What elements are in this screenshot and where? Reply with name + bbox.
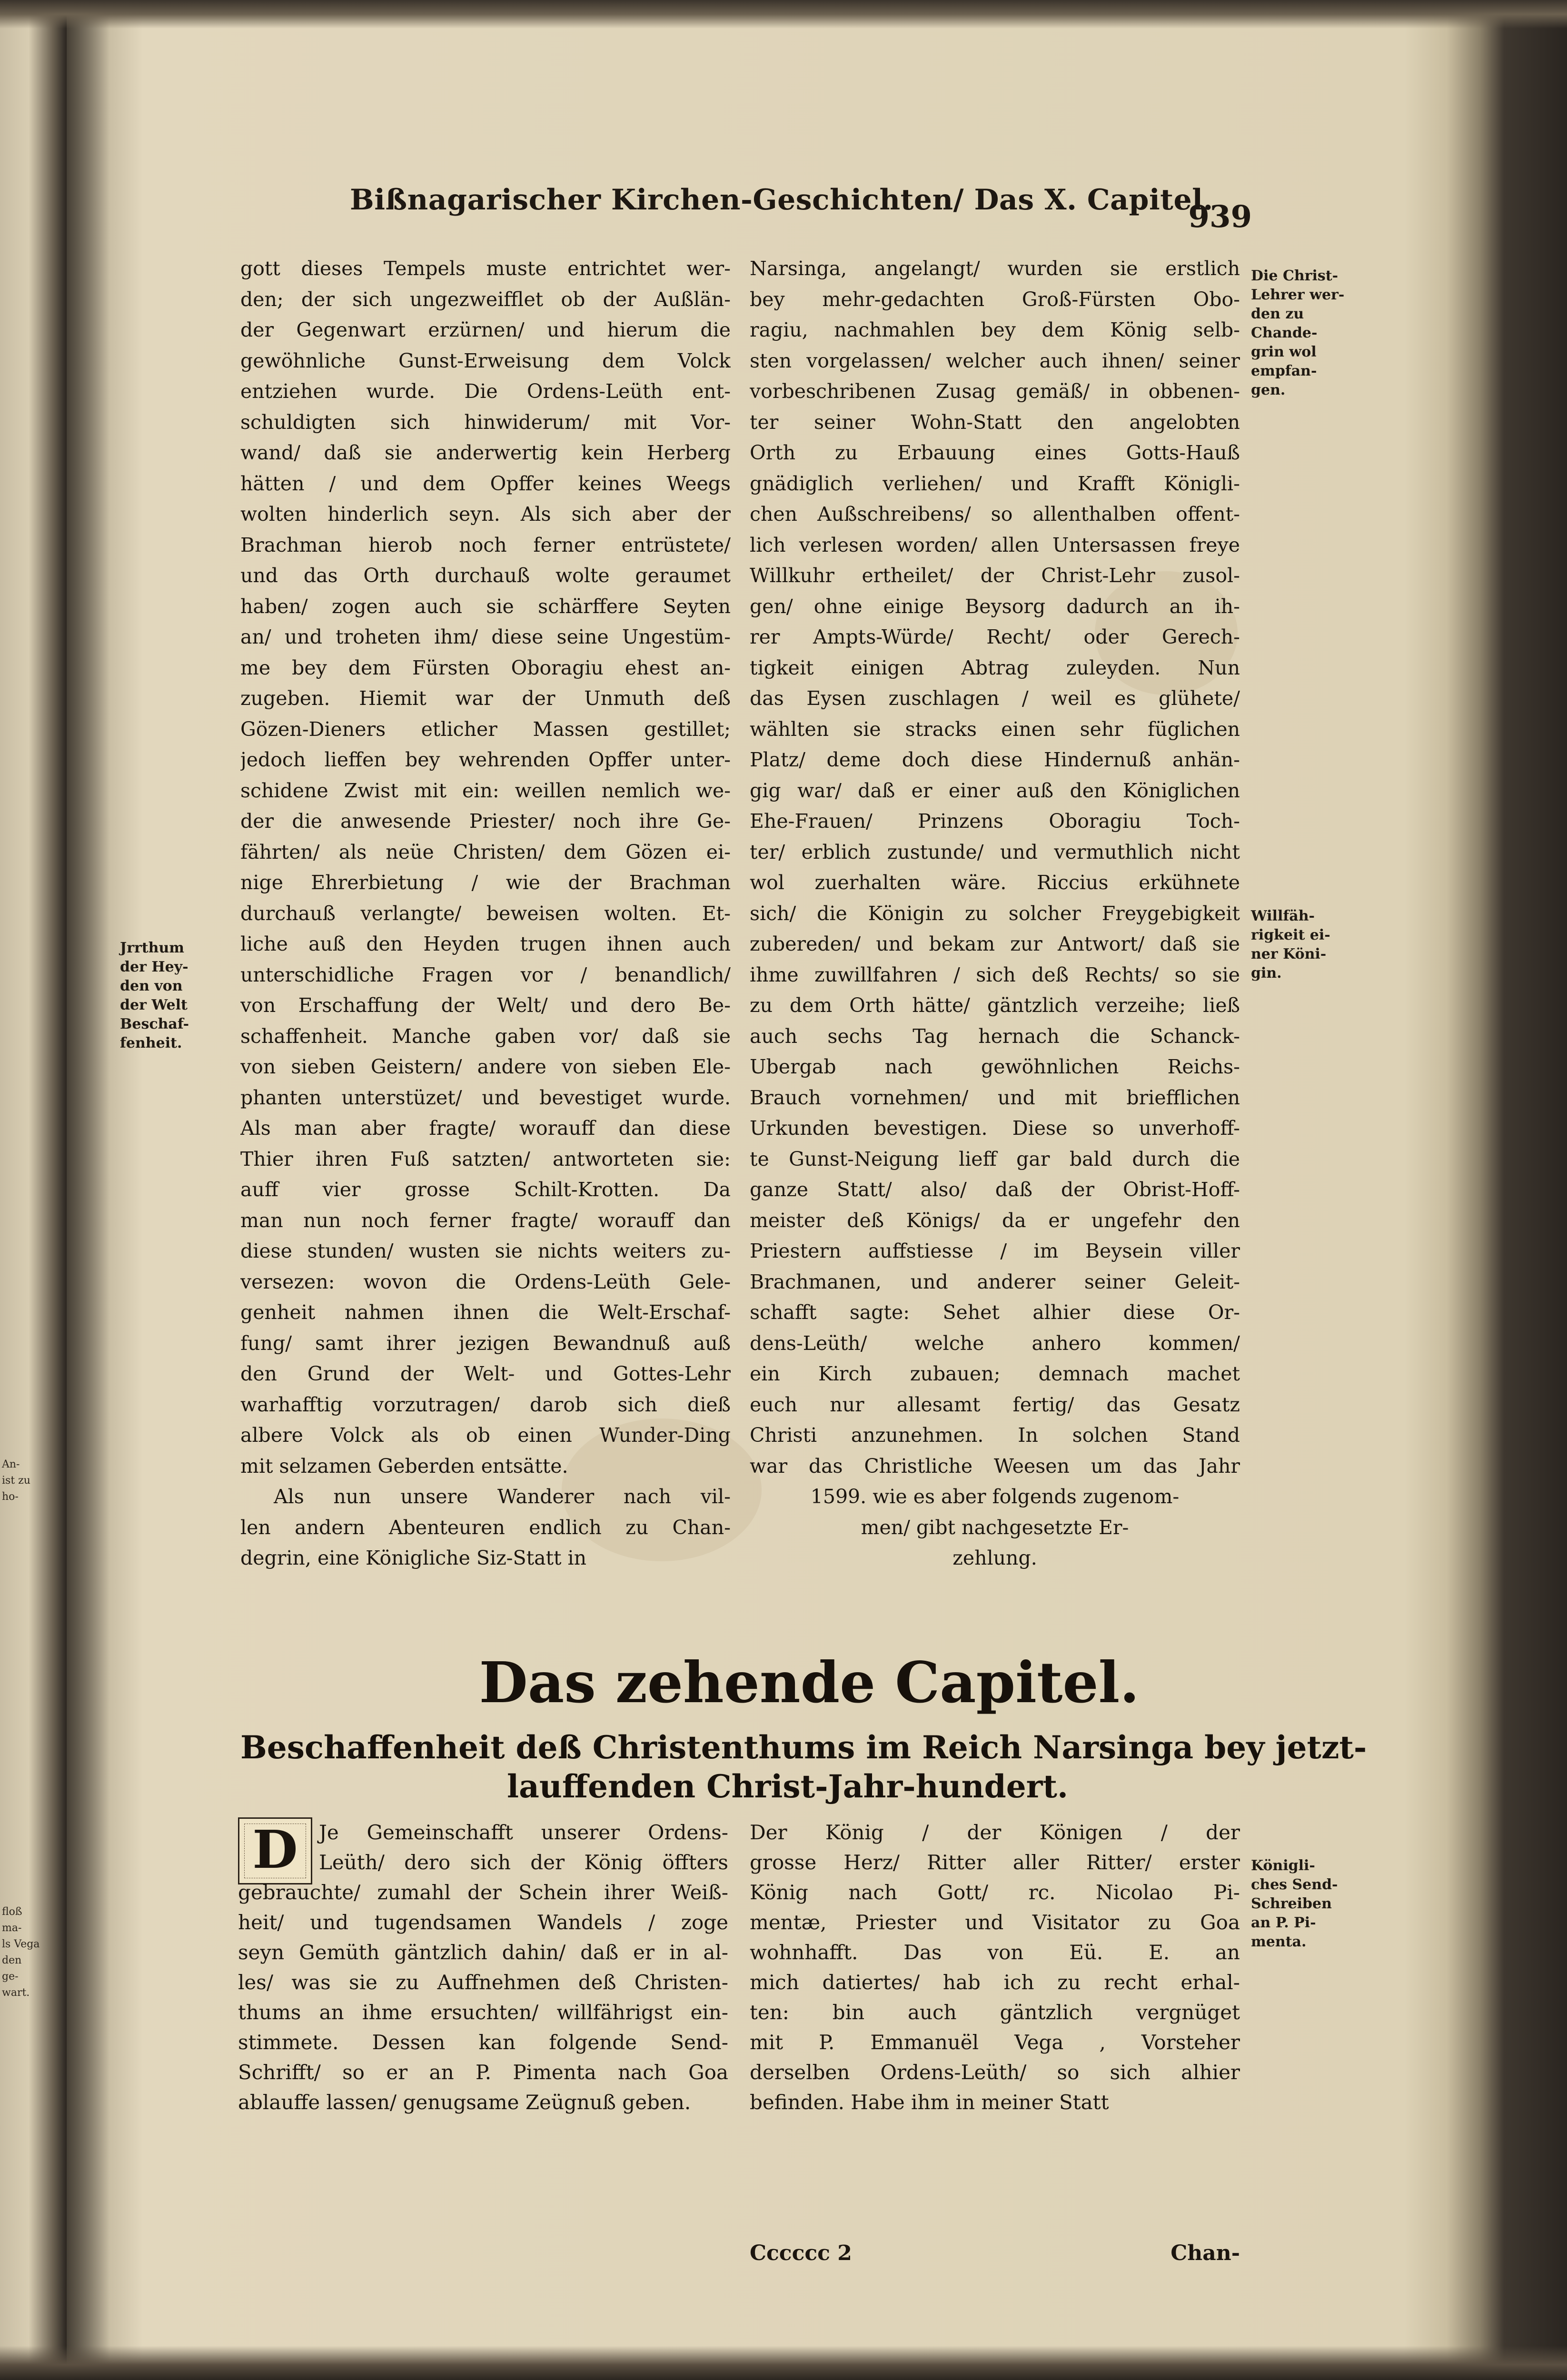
margin-note-line: der Welt — [120, 997, 188, 1013]
decorated-initial: D — [238, 1817, 312, 1884]
text-line: wolten hinderlich seyn. Als sich aber der — [240, 503, 731, 526]
page-number: 939 — [1188, 199, 1252, 235]
text-line: me bey dem Fürsten Oboragiu ehest an- — [240, 656, 731, 679]
text-line: zehlung. — [952, 1547, 1037, 1569]
text-line: sich/ die Königin zu solcher Freygebigkeit — [750, 902, 1240, 925]
text-line: befinden. Habe ihm in meiner Statt — [750, 2091, 1109, 2114]
text-line: derselben Ordens-Leüth/ so sich alhier — [750, 2061, 1240, 2084]
text-line: das Eysen zuschlagen / weil es glühete/ — [750, 687, 1240, 710]
text-line: den; der sich ungezweifflet ob der Außlän- — [240, 288, 731, 311]
text-line: durchauß verlangte/ beweisen wolten. Et- — [240, 902, 731, 925]
text-line: gott dieses Tempels muste entrichtet wer- — [240, 257, 731, 280]
text-line: warhafftig vorzutragen/ darob sich dieß — [240, 1393, 731, 1416]
text-line: ablauffe lassen/ genugsame Zeügnuß geben. — [238, 2091, 691, 2114]
margin-note-line: gin. — [1251, 965, 1282, 982]
text-line: zugeben. Hiemit war der Unmuth deß — [240, 687, 731, 710]
text-line: nige Ehrerbietung / wie der Brachman — [240, 871, 731, 894]
text-line: genheit nahmen ihnen die Welt-Erschaf- — [240, 1301, 731, 1324]
section1-left-column — [240, 253, 731, 1574]
text-line: und das Orth durchauß wolte geraumet — [240, 564, 731, 587]
text-line: auff vier grosse Schilt-Krotten. Da — [240, 1178, 731, 1201]
text-line: Willkuhr ertheilet/ der Christ-Lehr zusol- — [750, 564, 1240, 587]
margin-note-line: Beschaf- — [120, 1016, 189, 1032]
text-line: hätten / und dem Opffer keines Weegs — [240, 472, 731, 495]
text-line: gen/ ohne einige Beysorg dadurch an ih- — [750, 595, 1240, 618]
text-line: zubereden/ und bekam zur Antwort/ daß sie — [750, 932, 1240, 955]
margin-note-line: Lehrer wer- — [1251, 287, 1345, 303]
margin-note-right-top — [1251, 267, 1365, 400]
text-line: gebrauchte/ zumahl der Schein ihrer Weiß- — [238, 1881, 728, 1904]
text-line: Thier ihren Fuß satzten/ antworteten sie: — [240, 1147, 731, 1170]
fragment-line: ist zu — [2, 1475, 30, 1487]
text-line: Priestern auffstiesse / im Beysein viller — [750, 1240, 1240, 1262]
text-line: ter/ erblich zustunde/ und vermuthlich nicht — [750, 840, 1240, 863]
text-line: liche auß den Heyden trugen ihnen auch — [240, 932, 731, 955]
text-line: haben/ zogen auch sie schärffere Seyten — [240, 595, 731, 618]
text-line: phanten unterstüzet/ und bevestiget wurde. — [240, 1086, 731, 1109]
margin-note-line: rigkeit ei- — [1251, 927, 1330, 943]
text-line: der die anwesende Priester/ noch ihre Ge- — [240, 810, 731, 833]
text-line: auch sechs Tag hernach die Schanck- — [750, 1024, 1240, 1048]
signature-mark: Cccccc 2 — [750, 2241, 852, 2265]
text-line: unterschidliche Fragen vor / benandlich/ — [240, 963, 731, 986]
chapter-summary — [240, 1728, 1367, 1806]
text-line: der Gegenwart erzürnen/ und hierum die — [240, 318, 731, 341]
text-line: len andern Abenteuren endlich zu Chan- — [240, 1516, 731, 1539]
margin-note-line: fenheit. — [120, 1035, 182, 1051]
text-line: lich verlesen worden/ allen Untersassen freye — [750, 533, 1240, 556]
text-line: 1599. wie es aber folgends zugenom- — [810, 1485, 1180, 1508]
section2-left-column — [238, 1817, 728, 2117]
fragment-line: ge- — [2, 1971, 19, 1983]
text-line: Brachman hierob noch ferner entrüstete/ — [240, 533, 731, 556]
text-line: wol zuerhalten wäre. Riccius erkühnete — [750, 871, 1240, 894]
text-line: Als nun unsere Wanderer nach vil- — [274, 1485, 731, 1508]
left-page-fragment — [2, 1904, 40, 2001]
margin-note-line: Schreiben — [1251, 1895, 1332, 1912]
text-line: heit/ und tugendsamen Wandels / zoge — [238, 1911, 728, 1934]
text-line: ein Kirch zubauen; demnach machet — [750, 1362, 1240, 1385]
text-line: Brauch vornehmen/ und mit briefflichen — [750, 1086, 1240, 1109]
text-line: Narsinga, angelangt/ wurden sie erstlich — [750, 257, 1240, 280]
fragment-line: ma- — [2, 1922, 22, 1934]
margin-note-line: menta. — [1251, 1934, 1307, 1950]
margin-note-line: an P. Pi- — [1251, 1914, 1316, 1931]
chapter-summary-line: Beschaffenheit deß Christenthums im Reich Narsinga bey jetzt- — [240, 1729, 1367, 1766]
text-line: ihme zuwillfahren / sich deß Rechts/ so sie — [750, 963, 1240, 986]
margin-note-line: gen. — [1251, 382, 1286, 398]
fragment-line: floß — [2, 1906, 22, 1918]
text-line: gig war/ daß er einer auß den Königlichen — [750, 779, 1240, 802]
text-line: ganze Statt/ also/ daß der Obrist-Hoff- — [750, 1178, 1240, 1201]
text-line: seyn Gemüth gäntzlich dahin/ daß er in al- — [238, 1941, 728, 1964]
text-line: chen Außschreibens/ so allenthalben offent- — [750, 503, 1240, 526]
text-line: diese stunden/ wusten sie nichts weiters zu- — [240, 1240, 731, 1262]
left-page-fragment — [2, 1457, 40, 1505]
text-line: versezen: wovon die Ordens-Leüth Gele- — [240, 1270, 731, 1293]
text-line: fung/ samt ihrer jezigen Bewandnuß auß — [240, 1331, 731, 1355]
text-line: ragiu, nachmahlen bey dem König selb- — [750, 318, 1240, 341]
margin-note-line: grin wol — [1251, 344, 1317, 360]
margin-note-line: den von — [120, 978, 183, 994]
text-line: meister deß Königs/ da er ungefehr den — [750, 1209, 1240, 1232]
text-line: von Erschaffung der Welt/ und dero Be- — [240, 994, 731, 1017]
text-line: men/ gibt nachgesetzte Er- — [861, 1516, 1129, 1539]
text-line: ter seiner Wohn-Statt den angelobten — [750, 410, 1240, 434]
text-line: von sieben Geistern/ andere von sieben Ele- — [240, 1055, 731, 1078]
margin-note-right-middle — [1251, 907, 1365, 983]
text-line: schidene Zwist mit ein: weillen nemlich we- — [240, 779, 731, 802]
text-line: bey mehr-gedachten Groß-Fürsten Obo- — [750, 288, 1240, 311]
text-line: Der König / der Königen / der — [750, 1821, 1240, 1844]
text-line: zu dem Orth hätte/ gäntzlich verzeihe; ließ — [750, 994, 1240, 1017]
text-line: jedoch lieffen bey wehrenden Opffer unter- — [240, 748, 731, 771]
text-line: Ehe-Frauen/ Prinzens Oboragiu Toch- — [750, 810, 1240, 833]
running-head: Bißnagarischer Kirchen-Geschichten/ Das X. Capitel. — [350, 183, 1213, 217]
margin-note-line: Chande- — [1251, 325, 1318, 341]
text-line: schafft sagte: Sehet alhier diese Or- — [750, 1301, 1240, 1324]
text-line: Christi anzunehmen. In solchen Stand — [750, 1424, 1240, 1447]
margin-note-line: Willfäh- — [1251, 908, 1315, 924]
text-line: euch nur allesamt fertig/ das Gesatz — [750, 1393, 1240, 1416]
text-line: tigkeit einigen Abtrag zuleyden. Nun — [750, 656, 1240, 679]
text-line: vorbeschribenen Zusag gemäß/ in obbenen- — [750, 380, 1240, 403]
text-line: schaffenheit. Manche gaben vor/ daß sie — [240, 1024, 731, 1048]
text-line: fährten/ als neüe Christen/ dem Gözen ei- — [240, 840, 731, 863]
top-edge-shadow — [0, 0, 1567, 29]
text-line: Schrifft/ so er an P. Pimenta nach Goa — [238, 2061, 728, 2084]
text-line: rer Ampts-Würde/ Recht/ oder Gerech- — [750, 625, 1240, 648]
gutter-shadow — [67, 0, 109, 2380]
margin-note-line: der Hey- — [120, 959, 188, 975]
text-line: dens-Leüth/ welche anhero kommen/ — [750, 1331, 1240, 1355]
text-line: Urkunden bevestigen. Diese so unverhoff- — [750, 1117, 1240, 1140]
text-line: gnädiglich verliehen/ und Krafft Königli- — [750, 472, 1240, 495]
margin-note-line: Jrrthum — [120, 940, 185, 956]
text-line: sten vorgelassen/ welcher auch ihnen/ seiner — [750, 349, 1240, 372]
text-line: mit P. Emmanuël Vega , Vorsteher — [750, 2031, 1240, 2054]
text-line: thums an ihme ersuchten/ willfährigst ein- — [238, 2001, 728, 2024]
text-line: Je Gemeinschafft unserer Ordens- — [319, 1821, 728, 1844]
text-line: wohnhafft. Das von Eü. E. an — [750, 1941, 1240, 1964]
text-line: mentæ, Priester und Visitator zu Goa — [750, 1911, 1240, 1934]
text-line: mit selzamen Geberden entsätte. — [240, 1454, 568, 1478]
fragment-line: ho- — [2, 1491, 19, 1503]
margin-note-line: Die Christ- — [1251, 268, 1339, 284]
margin-note-line: ches Send- — [1251, 1876, 1338, 1893]
chapter-summary-line: lauffenden Christ-Jahr-hundert. — [507, 1768, 1068, 1805]
text-line: stimmete. Dessen kan folgende Send- — [238, 2031, 728, 2054]
text-line: wählten sie stracks einen sehr füglichen — [750, 717, 1240, 741]
fragment-line: den — [2, 1954, 22, 1966]
text-line: Orth zu Erbauung eines Gotts-Hauß — [750, 441, 1240, 464]
margin-note-right-bottom — [1251, 1856, 1365, 1952]
fragment-line: ls Vega — [2, 1938, 40, 1950]
text-line: Platz/ deme doch diese Hindernuß anhän- — [750, 748, 1240, 771]
section1-right-column — [750, 253, 1240, 1574]
text-line: albere Volck als ob einen Wunder-Ding — [240, 1424, 731, 1447]
text-line: den Grund der Welt- und Gottes-Lehr — [240, 1362, 731, 1385]
text-line: war das Christliche Weesen um das Jahr — [750, 1454, 1240, 1478]
text-line: gewöhnliche Gunst-Erweisung dem Volck — [240, 349, 731, 372]
text-line: Ubergab nach gewöhnlichen Reichs- — [750, 1055, 1240, 1078]
bottom-edge-shadow — [0, 2346, 1567, 2380]
section2-right-column — [750, 1817, 1240, 2117]
text-line: grosse Herz/ Ritter aller Ritter/ erster — [750, 1851, 1240, 1874]
text-line: mich datiertes/ hab ich zu recht erhal- — [750, 1971, 1240, 1994]
text-line: Gözen-Dieners etlicher Massen gestillet; — [240, 717, 731, 741]
text-line: man nun noch ferner fragte/ worauff dan — [240, 1209, 731, 1232]
chapter-title: Das zehende Capitel. — [479, 1649, 1140, 1716]
text-line: Brachmanen, und anderer seiner Geleit- — [750, 1270, 1240, 1293]
text-line: Leüth/ dero sich der König öffters — [319, 1851, 728, 1874]
text-line: degrin, eine Königliche Siz-Statt in — [240, 1547, 587, 1569]
text-line: wand/ daß sie anderwertig kein Herberg — [240, 441, 731, 464]
catchword: Chan- — [1170, 2241, 1240, 2265]
margin-note-line: Königli- — [1251, 1857, 1315, 1874]
fragment-line: wart. — [2, 1987, 30, 1999]
margin-note-line: den zu — [1251, 306, 1304, 322]
text-line: schuldigten sich hinwiderum/ mit Vor- — [240, 410, 731, 434]
margin-note-left — [120, 939, 234, 1053]
text-line: entziehen wurde. Die Ordens-Leüth ent- — [240, 380, 731, 403]
text-line: Als man aber fragte/ worauff dan diese — [240, 1117, 731, 1140]
text-line: König nach Gott/ rc. Nicolao Pi- — [750, 1881, 1240, 1904]
text-line: les/ was sie zu Auffnehmen deß Christen- — [238, 1971, 728, 1994]
margin-note-line: ner Köni- — [1251, 946, 1327, 962]
text-line: an/ und troheten ihm/ diese seine Ungestüm- — [240, 625, 731, 648]
left-page-edge — [0, 0, 67, 2380]
text-line: ten: bin auch gäntzlich vergnüget — [750, 2001, 1240, 2024]
margin-note-line: empfan- — [1251, 363, 1317, 379]
fragment-line: An- — [2, 1458, 20, 1470]
text-line: te Gunst-Neigung lieff gar bald durch die — [750, 1147, 1240, 1170]
